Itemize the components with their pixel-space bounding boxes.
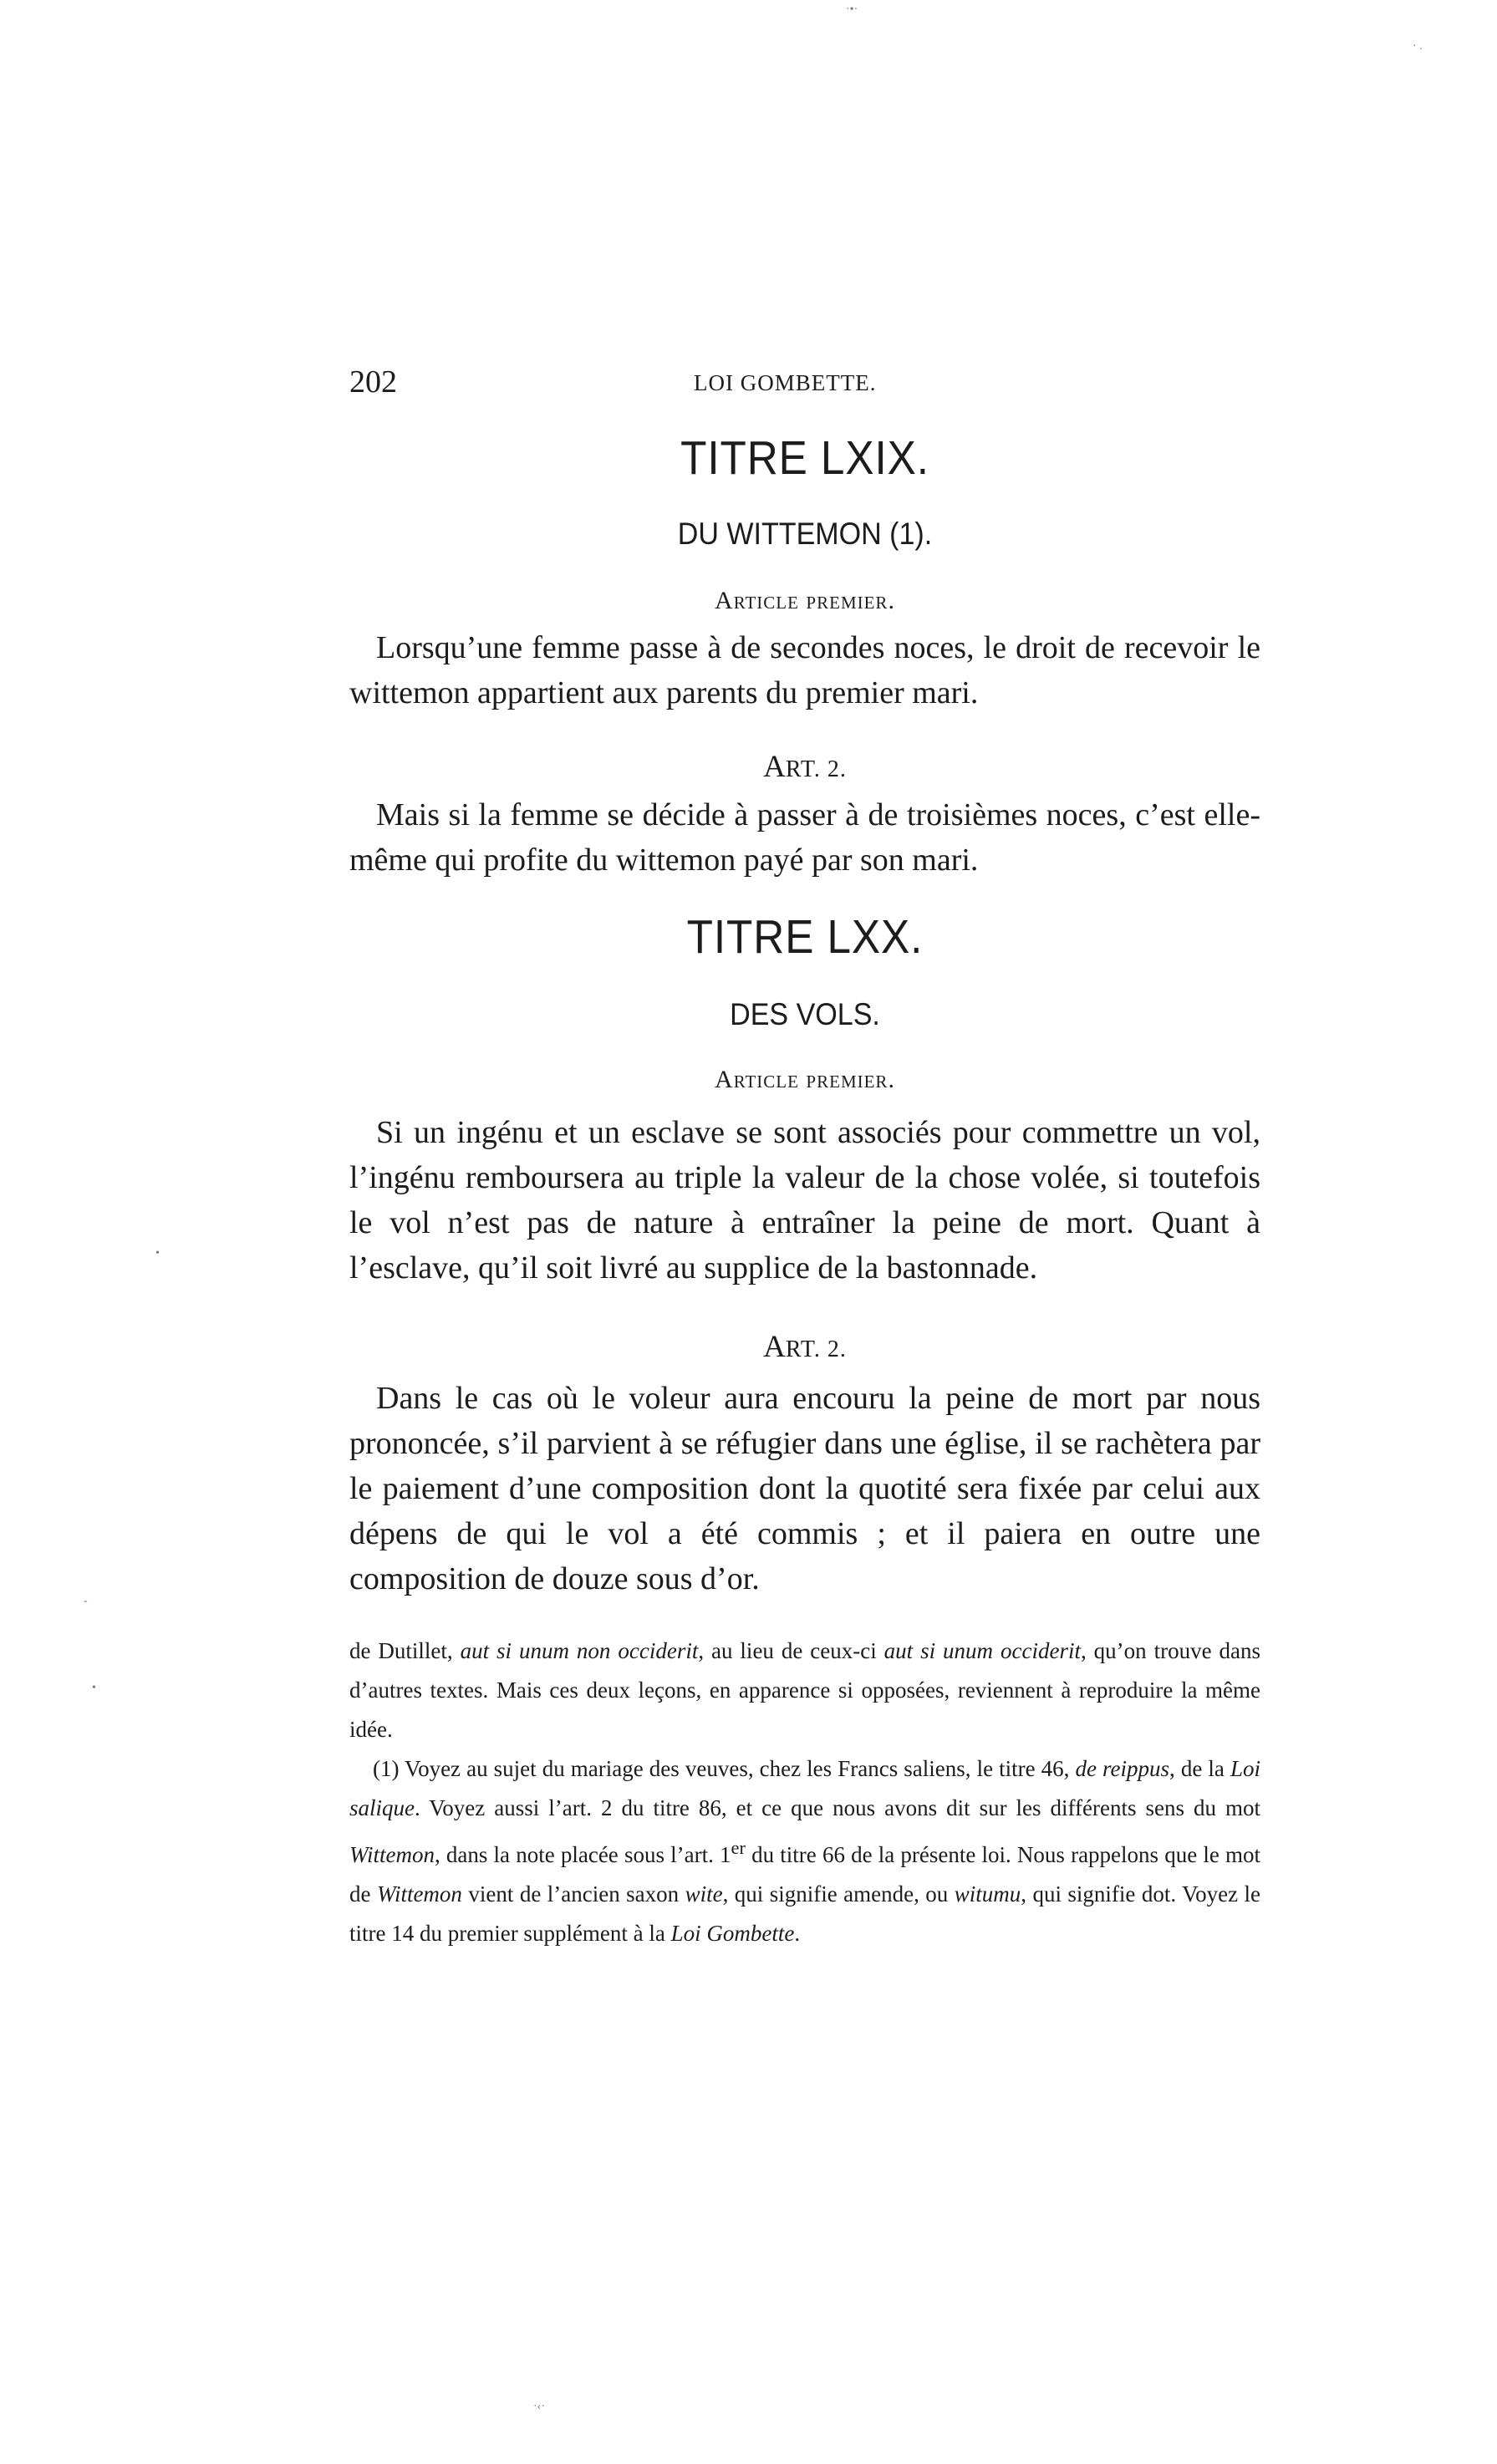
footnotes (349, 1632, 1260, 1953)
print-speck: • (92, 1682, 96, 1694)
print-speck: ·•· (846, 3, 858, 16)
titre-70-article-2-text: Dans le cas où le voleur aura encouru la peine de mort par nous prononcée, s’il parvient à se réfugier dans une église, il se rachètera par le paiement d’une composition dont la quotité sera fixée par celui aux dépens de qui le vol a été commis ; et il paiera en outre une composition de douze sous d’or. (349, 1381, 1260, 1596)
footnote-continuation: de Dutillet, aut si unum non occiderit, au lieu de ceux-ci aut si unum occiderit, qu’on trouve dans d’autres textes. Mais ces deux leçons, en apparence si opposées, reviennent à reproduire la même idée. (349, 1638, 1260, 1742)
print-speck: • (155, 1247, 160, 1260)
article-heading-rest: RT. 2. (785, 1336, 847, 1362)
titre-69-title: TITRE LXIX. (680, 431, 929, 485)
titre-69-article-2-heading (349, 749, 1260, 785)
article-heading-rest: RT. 2. (785, 756, 847, 782)
print-speck: - (84, 1595, 88, 1607)
article-heading-initial: A (763, 750, 786, 784)
titre-69-article-2-text: Mais si la femme se décide à passer à de troisièmes noces, c’est elle-même qui profite du wittemon payé par son mari. (349, 797, 1260, 878)
titre-69-article-1-text: Lorsqu’une femme passe à de secondes noces, le droit de recevoir le wittemon appartient aux parents du premier mari. (349, 630, 1260, 710)
page-number: 202 (349, 364, 397, 400)
titre-70-article-1-heading: Article premier. (715, 1066, 895, 1093)
titre-70-article-2-heading (349, 1329, 1260, 1365)
titre-70-title: TITRE LXX. (686, 910, 924, 964)
titre-70-subtitle: DES VOLS. (730, 997, 880, 1031)
titre-70-article-1-text: Si un ingénu et un esclave se sont associés pour commettre un vol, l’ingénu remboursera au triple la valeur de la chose volée, si toutefois le vol n’est pas de nature à entraîner la peine de mort. Quant à l’esclave, qu’il soit livré au supplice de la bastonnade. (349, 1115, 1260, 1285)
titre-69-subtitle: DU WITTEMON (1). (677, 517, 933, 551)
print-speck: · . (1413, 40, 1423, 53)
print-speck: ·‹· (533, 2400, 545, 2413)
running-head (349, 364, 1260, 414)
footnote-1: (1) Voyez au sujet du mariage des veuves, chez les Francs saliens, le titre 46, de reippus, de la Loi salique. Voyez aussi l’art. 2 du titre 86, et ce que nous avons dit sur les différents sens du mot Wittemon, dans la note placée sous l’art. 1er du titre 66 de la présente loi. Nous rappelons que le mot de Wittemon vient de l’ancien saxon wite, qui signifie amende, ou witumu, qui signifie dot. Voyez le titre 14 du premier supplément à la Loi Gombette. (349, 1756, 1260, 1946)
running-title: LOI GOMBETTE. (694, 370, 877, 395)
titre-69-article-1-heading: Article premier. (715, 587, 895, 614)
article-heading-initial: A (763, 1330, 786, 1364)
